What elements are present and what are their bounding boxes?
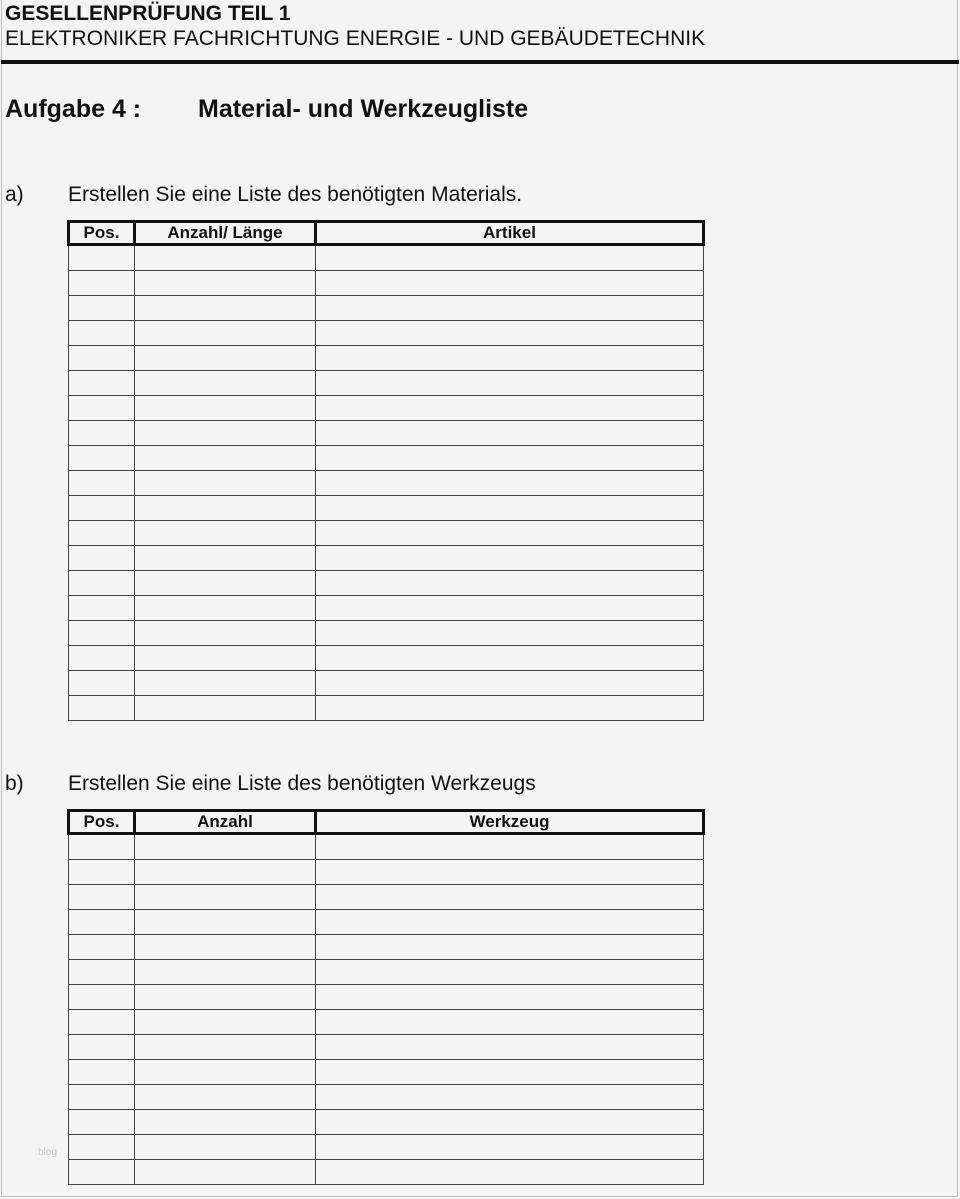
tool-cell-quantity[interactable] [135,1110,316,1135]
tool-table-body [69,834,704,1185]
tool-row [69,1085,704,1110]
material-cell-pos[interactable] [69,596,135,621]
material-cell-item[interactable] [316,446,704,471]
material-col-pos: Pos. [69,222,135,245]
tool-cell-pos[interactable] [69,1010,135,1035]
tool-cell-quantity[interactable] [135,960,316,985]
material-table-header [69,222,704,245]
tool-cell-pos[interactable] [69,860,135,885]
material-row [69,421,704,446]
material-row [69,346,704,371]
tool-cell-quantity[interactable] [135,985,316,1010]
material-cell-item[interactable] [316,546,704,571]
material-cell-quantity[interactable] [135,546,316,571]
tool-cell-pos[interactable] [69,1110,135,1135]
tool-cell-pos[interactable] [69,910,135,935]
tool-cell-pos[interactable] [69,935,135,960]
material-cell-pos[interactable] [69,696,135,721]
material-cell-item[interactable] [316,671,704,696]
material-cell-item[interactable] [316,371,704,396]
material-cell-pos[interactable] [69,321,135,346]
material-cell-pos[interactable] [69,496,135,521]
tool-cell-item[interactable] [316,1035,704,1060]
material-cell-item[interactable] [316,471,704,496]
material-cell-quantity[interactable] [135,696,316,721]
tool-cell-quantity[interactable] [135,1135,316,1160]
material-cell-quantity[interactable] [135,571,316,596]
material-row [69,646,704,671]
tool-cell-pos[interactable] [69,985,135,1010]
material-cell-item[interactable] [316,696,704,721]
material-row [69,671,704,696]
task-title: Material- und Werkzeugliste [198,95,529,123]
tool-cell-item[interactable] [316,1160,704,1185]
tool-row [69,1160,704,1185]
tool-cell-item[interactable] [316,985,704,1010]
tool-cell-quantity[interactable] [135,1160,316,1185]
material-row [69,521,704,546]
material-cell-item[interactable] [316,296,704,321]
material-row [69,496,704,521]
material-cell-pos[interactable] [69,421,135,446]
tool-cell-pos[interactable] [69,1060,135,1085]
tool-row [69,834,704,860]
material-cell-quantity[interactable] [135,296,316,321]
material-table [67,220,705,721]
tool-cell-pos[interactable] [69,960,135,985]
tool-cell-quantity[interactable] [135,1010,316,1035]
tool-row [69,960,704,985]
material-cell-quantity[interactable] [135,271,316,296]
material-cell-quantity[interactable] [135,596,316,621]
material-col-article: Artikel [316,222,704,245]
tool-cell-pos[interactable] [69,885,135,910]
material-row [69,296,704,321]
material-cell-pos[interactable] [69,396,135,421]
material-row [69,546,704,571]
tool-cell-quantity[interactable] [135,885,316,910]
tool-cell-quantity[interactable] [135,860,316,885]
tool-cell-item[interactable] [316,1135,704,1160]
material-row [69,471,704,496]
tool-cell-item[interactable] [316,1010,704,1035]
tool-cell-pos[interactable] [69,1135,135,1160]
material-row [69,371,704,396]
tool-cell-item[interactable] [316,1060,704,1085]
tool-row [69,1110,704,1135]
material-cell-item[interactable] [316,521,704,546]
tool-cell-item[interactable] [316,935,704,960]
material-cell-quantity[interactable] [135,346,316,371]
tool-cell-item[interactable] [316,1085,704,1110]
tool-cell-item[interactable] [316,860,704,885]
task-label: Aufgabe 4 : [5,95,142,123]
tool-row [69,910,704,935]
material-cell-quantity[interactable] [135,496,316,521]
material-cell-pos[interactable] [69,471,135,496]
material-cell-quantity[interactable] [135,521,316,546]
material-cell-item[interactable] [316,321,704,346]
material-row [69,321,704,346]
material-cell-item[interactable] [316,346,704,371]
tool-table-header [69,811,704,834]
tool-cell-item[interactable] [316,960,704,985]
tool-row [69,1135,704,1160]
material-row [69,245,704,271]
material-cell-quantity[interactable] [135,671,316,696]
header-title: GESELLENPRÜFUNG TEIL 1 [5,2,291,25]
material-cell-pos[interactable] [69,521,135,546]
tool-row [69,1010,704,1035]
tool-row [69,985,704,1010]
material-cell-item[interactable] [316,646,704,671]
material-cell-item[interactable] [316,421,704,446]
material-cell-item[interactable] [316,571,704,596]
tool-cell-quantity[interactable] [135,834,316,860]
tool-cell-quantity[interactable] [135,1060,316,1085]
material-cell-item[interactable] [316,621,704,646]
material-row [69,596,704,621]
tool-col-quantity: Anzahl [135,811,316,834]
material-cell-item[interactable] [316,596,704,621]
material-cell-quantity[interactable] [135,371,316,396]
material-cell-item[interactable] [316,245,704,271]
material-cell-pos[interactable] [69,371,135,396]
material-cell-quantity[interactable] [135,446,316,471]
material-cell-quantity[interactable] [135,421,316,446]
tool-row [69,1035,704,1060]
material-cell-pos[interactable] [69,571,135,596]
tool-row [69,860,704,885]
material-cell-pos[interactable] [69,671,135,696]
section-b-letter: b) [5,772,24,795]
material-row [69,621,704,646]
tool-cell-item[interactable] [316,910,704,935]
tool-row [69,885,704,910]
tool-cell-item[interactable] [316,834,704,860]
tool-cell-quantity[interactable] [135,1085,316,1110]
material-cell-quantity[interactable] [135,646,316,671]
material-cell-pos[interactable] [69,446,135,471]
tool-cell-pos[interactable] [69,1160,135,1185]
header-rule [1,60,959,64]
material-row [69,396,704,421]
material-cell-quantity[interactable] [135,621,316,646]
material-cell-pos[interactable] [69,271,135,296]
material-cell-item[interactable] [316,396,704,421]
material-cell-pos[interactable] [69,296,135,321]
material-table-body [69,245,704,721]
section-a-instruction: Erstellen Sie eine Liste des benötigten Materials. [68,183,523,206]
material-cell-quantity[interactable] [135,245,316,271]
material-cell-quantity[interactable] [135,471,316,496]
tool-cell-quantity[interactable] [135,1035,316,1060]
material-cell-quantity[interactable] [135,321,316,346]
tool-cell-quantity[interactable] [135,935,316,960]
material-cell-pos[interactable] [69,245,135,271]
tool-row [69,935,704,960]
tool-cell-pos[interactable] [69,1035,135,1060]
tool-cell-item[interactable] [316,885,704,910]
material-cell-pos[interactable] [69,646,135,671]
tool-cell-pos[interactable] [69,1085,135,1110]
section-b-instruction: Erstellen Sie eine Liste des benötigten Werkzeugs [68,772,536,795]
section-a-letter: a) [5,183,24,206]
material-row [69,571,704,596]
material-row [69,696,704,721]
material-cell-quantity[interactable] [135,396,316,421]
tool-cell-item[interactable] [316,1110,704,1135]
tool-table [67,809,705,1185]
material-cell-pos[interactable] [69,546,135,571]
header-subtitle: ELEKTRONIKER FACHRICHTUNG ENERGIE - UND GEBÄUDETECHNIK [5,27,706,50]
material-cell-pos[interactable] [69,621,135,646]
material-cell-pos[interactable] [69,346,135,371]
watermark-text: blog [38,1147,57,1158]
tool-col-tool: Werkzeug [316,811,704,834]
material-cell-item[interactable] [316,271,704,296]
tool-row [69,1060,704,1085]
tool-cell-pos[interactable] [69,834,135,860]
material-cell-item[interactable] [316,496,704,521]
material-row [69,271,704,296]
material-row [69,446,704,471]
material-col-quantity: Anzahl/ Länge [135,222,316,245]
tool-col-pos: Pos. [69,811,135,834]
tool-cell-quantity[interactable] [135,910,316,935]
